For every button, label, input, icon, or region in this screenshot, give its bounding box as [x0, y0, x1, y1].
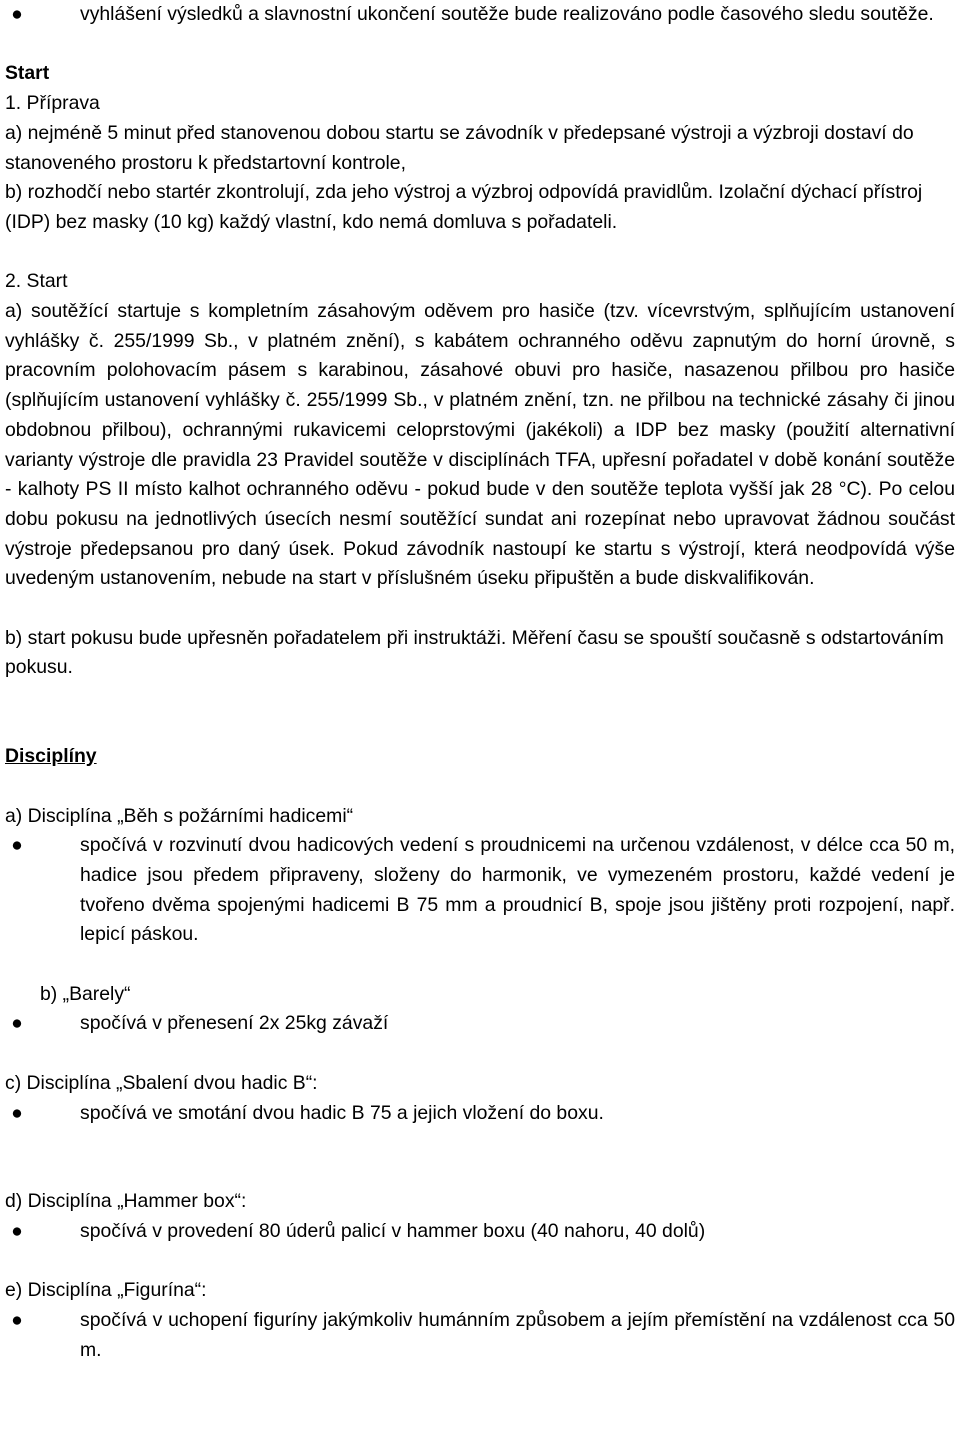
discipline-bullet-item [5, 1306, 955, 1365]
discipline-title: b) „Barely“ [40, 982, 131, 1005]
bullet-icon: ● [11, 3, 23, 25]
start-heading: Start [5, 62, 50, 85]
bullet-icon: ● [11, 1219, 23, 1242]
discipline-text: spočívá v provedení 80 úderů palicí v hammer boxu (40 nahoru, 40 dolů) [80, 1219, 706, 1242]
discipline-title: c) Disciplína „Sbalení dvou hadic B“: [5, 1071, 318, 1094]
discipline-text: spočívá v uchopení figuríny jakýmkoliv humánním způsobem a jejím přemístění na vzdálenost cca 50 m. [80, 1309, 955, 1361]
preparation-paragraph-a: a) nejméně 5 minut před stanovenou dobou startu se závodník v předepsané výstroji a výzbroji dostaví do stanoveného prostoru k předstartovní kontrole, [5, 121, 914, 174]
discipline-bullet-item [5, 1009, 955, 1039]
start-paragraph-a: a) soutěžící startuje s kompletním zásahovým oděvem pro hasiče (tzv. vícevrstvým, splňujícím ustanovení vyhlášky č. 255/1999 Sb., v platném znění), s kabátem ochranného oděvu zapnutým do horní úrovně, s pracovním polohovacím pásem s karabinou, zásahové obuvi pro hasiče, nasazenou přilbou pro hasiče (splňujícím ustanovení vyhlášky č. 255/1999 Sb., v platném znění, tzn. ne přilbou na technické zásahy či jinou obdobnou přilbou), ochrannými rukavicemi celoprstovými (jakékoli) a IDP bez masky (použití alternativní varianty výstroje dle pravidla 23 Pravidel soutěže v disciplínách TFA, upřesní pořadatel v době konání soutěže - kalhoty PS II místo kalhot ochranného oděvu - pokud bude v den soutěže teplota vyšší jak 28 °C). Po celou dobu pokusu na jednotlivých úsecích nesmí soutěžící sundat ani rozepínat nebo upravovat žádnou součást výstroje předepsanou pro daný úsek. Pokud závodník nastoupí ke startu s výstrojí, která neodpovídá výše uvedeným ustanovením, nebude na start v příslušném úseku připuštěn a bude diskvalifikován. [5, 300, 955, 590]
preparation-title: 1. Příprava [5, 92, 100, 115]
discipline-title: e) Disciplína „Figurína“: [5, 1279, 207, 1302]
disciplines-heading: Disciplíny [5, 745, 97, 768]
discipline-text: spočívá v rozvinutí dvou hadicových vedení s proudnicemi na určenou vzdálenost, v délce cca 50 m, hadice jsou předem připraveny, složeny do harmonik, ve vymezeném prostoru, každé vedení je tvořeno dvěma spojenými hadicemi B 75 mm a proudnicí B, spoje jsou jištěny proti rozpojení, např. lepicí páskou. [80, 834, 955, 946]
intro-bullet-item [5, 0, 955, 30]
document-page [5, 0, 955, 1365]
bullet-icon: ● [11, 1101, 23, 1124]
discipline-bullet-item [5, 1099, 955, 1129]
bullet-icon: ● [11, 1309, 23, 1332]
discipline-text: spočívá v přenesení 2x 25kg závaží [80, 1012, 389, 1035]
discipline-title: a) Disciplína „Běh s požárními hadicemi“ [5, 804, 354, 827]
discipline-bullet-item [5, 831, 955, 950]
start-subsection-title: 2. Start [5, 270, 68, 293]
discipline-bullet-item [5, 1217, 955, 1247]
discipline-text: spočívá ve smotání dvou hadic B 75 a jejich vložení do boxu. [80, 1101, 604, 1124]
bullet-icon: ● [11, 834, 23, 857]
bullet-icon: ● [11, 1012, 23, 1035]
preparation-paragraph-b: b) rozhodčí nebo startér zkontrolují, zda jeho výstroj a výzbroj odpovídá pravidlům. Izolační dýchací přístroj (IDP) bez masky (10 kg) každý vlastní, kdo nemá domluva s pořadateli. [5, 181, 923, 233]
discipline-title: d) Disciplína „Hammer box“: [5, 1190, 247, 1213]
start-paragraph-b: b) start pokusu bude upřesněn pořadatelem při instruktáži. Měření času se spouští současně s odstartováním pokusu. [5, 626, 944, 679]
intro-bullet-text: vyhlášení výsledků a slavnostní ukončení soutěže bude realizováno podle časového sledu soutěže. [80, 3, 934, 25]
